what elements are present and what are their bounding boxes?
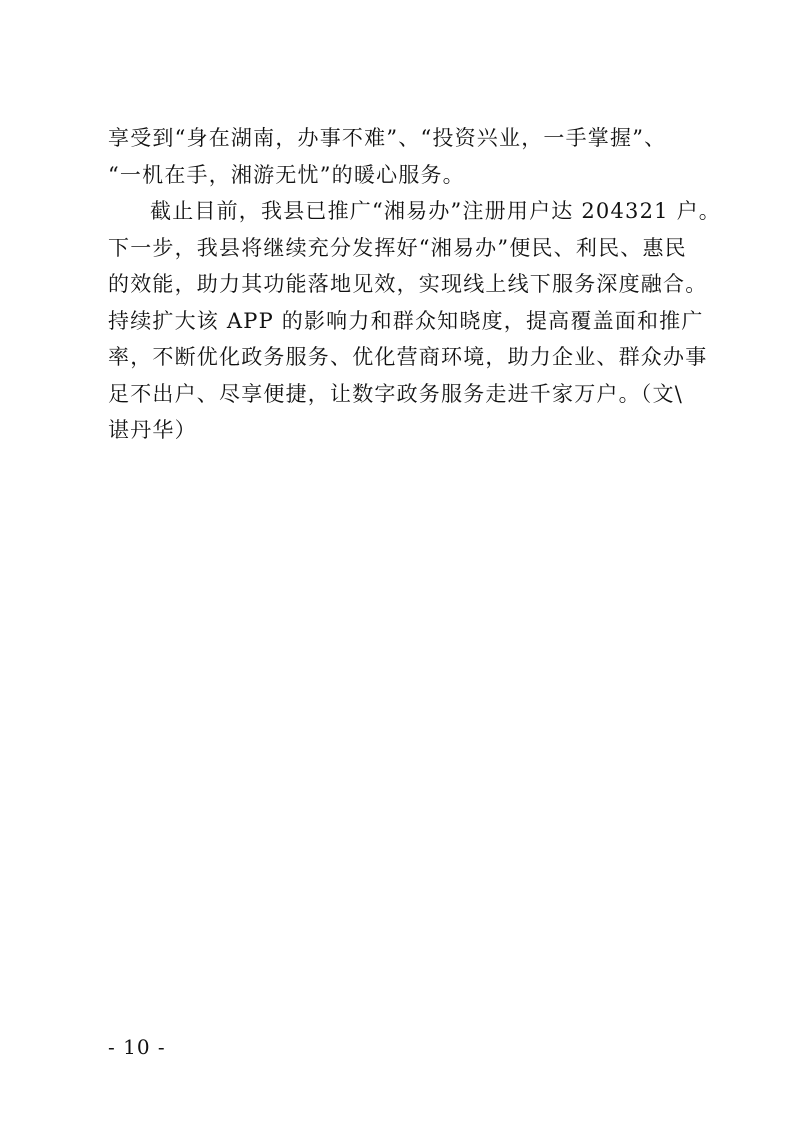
paragraph-line: “一机在手，湘游无忧”的暖心服务。	[108, 162, 465, 187]
paragraph-line: 的效能，助力其功能落地见效，实现线上线下服务深度融合。	[108, 272, 708, 296]
body-text	[108, 120, 721, 449]
page-number: - 10 -	[108, 1035, 166, 1059]
paragraph-line: 持续扩大该 APP 的影响力和群众知晓度，提高覆盖面和推广	[108, 308, 704, 333]
paragraph-line: 谌丹华）	[108, 418, 197, 442]
paragraph-line: 截止目前，我县已推广“湘易办”注册用户达 204321 户。	[150, 199, 721, 223]
paragraph-line: 享受到“身在湖南，办事不难”、“投资兴业，一手掌握”、	[108, 126, 667, 150]
paragraph-line: 率，不断优化政务服务、优化营商环境，助力企业、群众办事	[108, 345, 708, 369]
paragraph-line: 足不出户、尽享便捷，让数字政务服务走进千家万户。（文\	[108, 381, 683, 406]
paragraph-line: 下一步，我县将继续充分发挥好“湘易办”便民、利民、惠民	[108, 235, 687, 260]
